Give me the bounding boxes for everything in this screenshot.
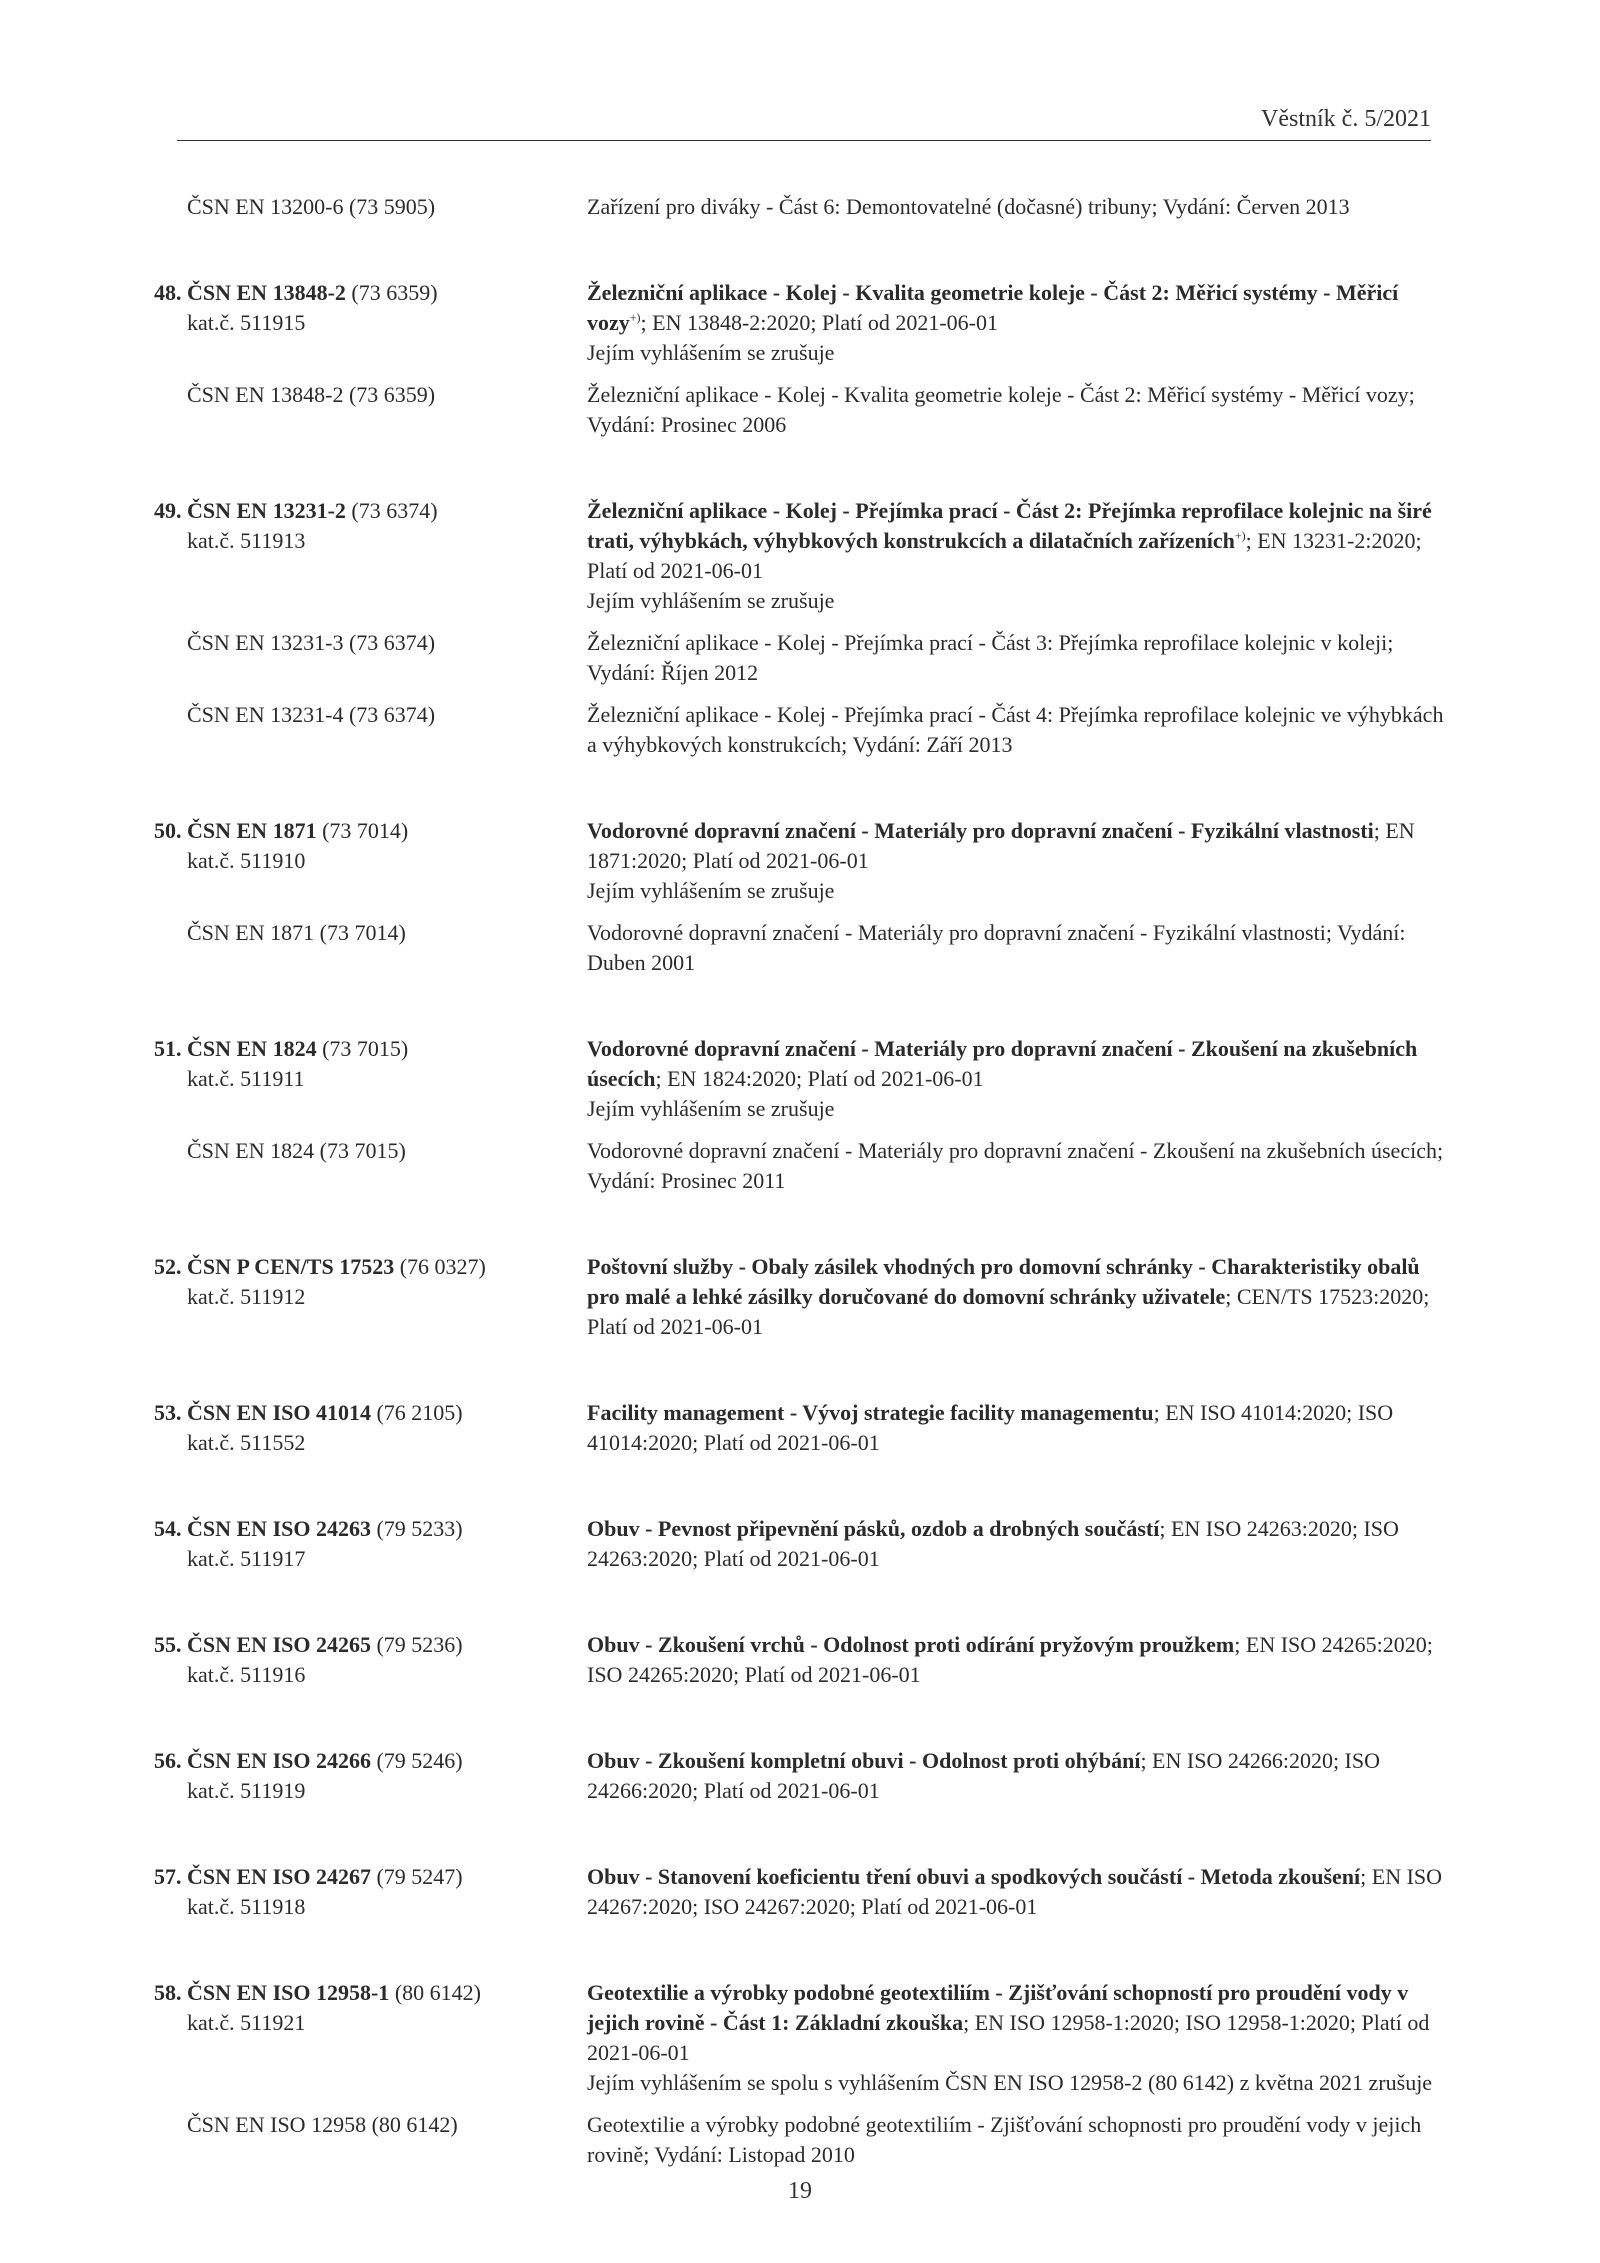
standard-code: ČSN EN ISO 41014 (187, 1400, 371, 1425)
standard-title: Poštovní služby - Obaly zásilek vhodných pro domovní schránky - Charakteristiky obalů pro malé a lehké zásilky doručované do domovní schránky uživatele (587, 1254, 1420, 1309)
standard-title-line (587, 1514, 1449, 1574)
withdrawal-note: Jejím vyhlášením se zrušuje (587, 878, 835, 903)
entry-number: 55. (154, 1632, 182, 1657)
entry-number: 54. (154, 1516, 182, 1541)
standard-code-line (154, 1630, 587, 1660)
standard-details (587, 816, 1449, 906)
catalog-number: kat.č. 511921 (187, 2010, 306, 2035)
standard-edition-info: ; CEN/TS 17523:2020; Platí od 2021-06-01 (587, 1284, 1430, 1339)
standard-code: ČSN P CEN/TS 17523 (187, 1254, 395, 1279)
standard-code-line (154, 1398, 587, 1428)
standard-identifier (0, 1862, 587, 1922)
catalog-number: kat.č. 511915 (187, 310, 306, 335)
standard-class-code: (80 6142) (389, 1980, 481, 2005)
standard-entry (0, 1034, 1600, 1196)
standard-details (587, 1034, 1449, 1124)
standard-code: ČSN EN ISO 24266 (187, 1748, 371, 1773)
withdrawn-standard (0, 380, 1600, 440)
standard-class-code: (79 5236) (370, 1632, 463, 1657)
withdrawn-description: Geotextilie a výrobky podobné geotextiliím - Zjišťování schopnosti pro proudění vody v jejich rovině; Vydání: Listopad 2010 (587, 2112, 1422, 2167)
standard-code: ČSN EN 13231-2 (187, 498, 346, 523)
standard-entry (0, 1398, 1600, 1458)
standard-title-line (587, 496, 1449, 586)
standard-identifier (0, 496, 587, 616)
entry-number: 53. (154, 1400, 182, 1425)
withdrawn-code: ČSN EN 1824 (73 7015) (187, 1138, 406, 1163)
standard-title: Vodorovné dopravní značení - Materiály pro dopravní značení - Zkoušení na zkušebních úsecích (587, 1036, 1418, 1091)
standard-details (587, 1630, 1449, 1690)
withdrawn-standard (0, 2110, 1600, 2170)
standard-title: Obuv - Pevnost připevnění pásků, ozdob a drobných součástí (587, 1516, 1160, 1541)
standard-code-line (154, 1746, 587, 1776)
standard-title-line (587, 1398, 1449, 1458)
entries-container (0, 278, 1600, 2170)
withdrawn-description: Železniční aplikace - Kolej - Přejímka prací - Část 4: Přejímka reprofilace kolejnic ve výhybkách a výhybkových konstrukcích; Vydání: Září 2013 (587, 702, 1444, 757)
catalog-number: kat.č. 511910 (187, 848, 306, 873)
standard-entry-main (0, 278, 1600, 368)
withdrawn-description: Vodorovné dopravní značení - Materiály pro dopravní značení - Zkoušení na zkušebních úsecích; Vydání: Prosinec 2011 (587, 1138, 1444, 1193)
standard-identifier (0, 1630, 587, 1690)
standard-code-line (154, 496, 587, 526)
standard-class-code: (76 2105) (370, 1400, 463, 1425)
standard-details (587, 1398, 1449, 1458)
standard-identifier (0, 1978, 587, 2098)
standard-title: Železniční aplikace - Kolej - Kvalita geometrie koleje - Část 2: Měřicí systémy - Měřicí vozy (587, 280, 1399, 335)
standard-edition-info: ; EN 1871:2020; Platí od 2021-06-01 (587, 818, 1415, 873)
standard-entry (0, 1514, 1600, 1574)
standard-code-line (154, 1034, 587, 1064)
standard-title: Geotextilie a výrobky podobné geotextiliím - Zjišťování schopností pro proudění vody v jejich rovině - Část 1: Základní zkouška (587, 1980, 1409, 2035)
standard-edition-info: ; EN ISO 24266:2020; ISO 24266:2020; Platí od 2021-06-01 (587, 1748, 1380, 1803)
standard-class-code: (76 0327) (394, 1254, 486, 1279)
standard-class-code: (73 6359) (345, 280, 438, 305)
withdrawal-note: Jejím vyhlášením se zrušuje (587, 1096, 835, 1121)
standard-title-line (587, 1252, 1449, 1342)
standard-title: Obuv - Zkoušení vrchů - Odolnost proti odírání pryžovým proužkem (587, 1632, 1235, 1657)
standard-edition-info: ; EN 13848-2:2020; Platí od 2021-06-01 (640, 310, 999, 335)
withdrawn-standard (0, 628, 1600, 688)
catalog-number: kat.č. 511917 (187, 1546, 306, 1571)
entry-number: 51. (154, 1036, 182, 1061)
page-number: 19 (788, 2178, 812, 2204)
standard-entry-main (0, 1862, 1600, 1922)
standard-code: ČSN EN 1824 (187, 1036, 317, 1061)
withdrawn-code: ČSN EN ISO 12958 (80 6142) (187, 2112, 458, 2137)
standard-entry-main (0, 1746, 1600, 1806)
standard-edition-info: ; EN ISO 41014:2020; ISO 41014:2020; Platí od 2021-06-01 (587, 1400, 1394, 1455)
standard-code: ČSN EN ISO 24263 (187, 1516, 371, 1541)
catalog-number: kat.č. 511918 (187, 1894, 306, 1919)
standard-class-code: (79 5247) (370, 1864, 463, 1889)
withdrawn-code: ČSN EN 13231-3 (73 6374) (187, 630, 436, 655)
standard-title-line (587, 1630, 1449, 1690)
standard-entry-main (0, 1398, 1600, 1458)
standard-entry-main (0, 496, 1600, 616)
standard-details (587, 1514, 1449, 1574)
standard-entry (0, 816, 1600, 978)
standard-entry (0, 1746, 1600, 1806)
withdrawn-code: ČSN EN 13848-2 (73 6359) (187, 382, 436, 407)
standard-code: ČSN EN ISO 12958-1 (187, 1980, 390, 2005)
standard-entry (0, 1978, 1600, 2170)
withdrawn-code: ČSN EN 13231-4 (73 6374) (187, 702, 436, 727)
standard-identifier (0, 1398, 587, 1458)
standard-entry (0, 1862, 1600, 1922)
standard-code-line (154, 278, 587, 308)
withdrawal-note: Jejím vyhlášením se zrušuje (587, 340, 835, 365)
entry-number: 48. (154, 280, 182, 305)
standard-edition-info: ; EN ISO 24267:2020; ISO 24267:2020; Platí od 2021-06-01 (587, 1864, 1443, 1919)
standard-code: ČSN EN ISO 24267 (187, 1864, 371, 1889)
withdrawn-description: Vodorovné dopravní značení - Materiály pro dopravní značení - Fyzikální vlastnosti; Vydání: Duben 2001 (587, 920, 1406, 975)
standard-edition-info: ; EN 13231-2:2020; Platí od 2021-06-01 (587, 528, 1422, 583)
page-header (177, 104, 1431, 141)
standard-code-line (154, 816, 587, 846)
catalog-number: kat.č. 511552 (187, 1430, 306, 1455)
standard-code: ČSN EN ISO 24265 (187, 1632, 371, 1657)
catalog-number: kat.č. 511916 (187, 1662, 306, 1687)
standard-class-code: (73 6374) (345, 498, 438, 523)
standard-edition-info: ; EN ISO 24263:2020; ISO 24263:2020; Platí od 2021-06-01 (587, 1516, 1399, 1571)
standard-entry-main (0, 1514, 1600, 1574)
standard-title: Železniční aplikace - Kolej - Přejímka prací - Část 2: Přejímka reprofilace kolejnic na širé trati, výhybkách, výhybkových konstrukcích a dilatačních zařízeních (587, 498, 1432, 553)
standard-entry (0, 278, 1600, 440)
standard-code-line (154, 1252, 587, 1282)
standard-code: ČSN EN 13200-6 (73 5905) (187, 194, 436, 219)
entry-number: 52. (154, 1254, 182, 1279)
standard-title-line (587, 816, 1449, 876)
entry-number: 49. (154, 498, 182, 523)
standard-entry-main (0, 1978, 1600, 2098)
standard-class-code: (73 7014) (316, 818, 409, 843)
standard-identifier (0, 816, 587, 906)
standard-entry (0, 1630, 1600, 1690)
standard-details (587, 1746, 1449, 1806)
standard-code: ČSN EN 1871 (187, 818, 317, 843)
entry-number: 58. (154, 1980, 182, 2005)
standard-details (587, 1252, 1449, 1342)
footnote-mark: +) (1234, 528, 1246, 543)
withdrawn-standard (0, 918, 1600, 978)
catalog-number: kat.č. 511919 (187, 1778, 306, 1803)
bulletin-title: Věstník č. 5/2021 (1261, 106, 1431, 132)
standard-edition-info: ; EN 1824:2020; Platí od 2021-06-01 (655, 1066, 984, 1091)
withdrawal-note: Jejím vyhlášením se spolu s vyhlášením ČSN EN ISO 12958-2 (80 6142) z května 2021 zrušuje (587, 2070, 1433, 2095)
withdrawn-standard (0, 1136, 1600, 1196)
standard-code: ČSN EN 13848-2 (187, 280, 346, 305)
standard-identifier (0, 1252, 587, 1342)
withdrawal-note: Jejím vyhlášením se zrušuje (587, 588, 835, 613)
standard-details (587, 1862, 1449, 1922)
standard-identifier (0, 1034, 587, 1124)
standard-title-line (587, 1978, 1449, 2068)
standard-description: Zařízení pro diváky - Část 6: Demontovatelné (dočasné) tribuny; Vydání: Červen 2013 (587, 194, 1350, 219)
standard-title-line (587, 1862, 1449, 1922)
withdrawn-description: Železniční aplikace - Kolej - Kvalita geometrie koleje - Část 2: Měřicí systémy - Měřicí vozy; Vydání: Prosinec 2006 (587, 382, 1415, 437)
standard-entry-main (0, 1252, 1600, 1342)
standard-details (587, 278, 1449, 368)
standard-edition-info: ; EN ISO 12958-1:2020; ISO 12958-1:2020; Platí od 2021-06-01 (587, 2010, 1430, 2065)
standard-code-line (154, 1978, 587, 2008)
standard-identifier (0, 1746, 587, 1806)
standard-title-line (587, 1746, 1449, 1806)
standard-identifier (0, 278, 587, 368)
standard-class-code: (79 5233) (370, 1516, 463, 1541)
standard-entry-main (0, 1034, 1600, 1124)
standard-edition-info: ; EN ISO 24265:2020; ISO 24265:2020; Platí od 2021-06-01 (587, 1632, 1433, 1687)
standard-identifier (0, 1514, 587, 1574)
entry-number: 50. (154, 818, 182, 843)
standard-entry-main (0, 816, 1600, 906)
standard-class-code: (79 5246) (370, 1748, 463, 1773)
footnote-mark: +) (629, 310, 641, 325)
standards-list (0, 192, 1600, 2226)
standard-entry-main (0, 1630, 1600, 1690)
withdrawn-standard (0, 700, 1600, 760)
standard-title: Vodorovné dopravní značení - Materiály pro dopravní značení - Fyzikální vlastnosti (587, 818, 1374, 843)
standard-title: Obuv - Stanovení koeficientu tření obuvi a spodkových součástí - Metoda zkoušení (587, 1864, 1361, 1889)
catalog-number: kat.č. 511913 (187, 528, 306, 553)
withdrawn-description: Železniční aplikace - Kolej - Přejímka prací - Část 3: Přejímka reprofilace kolejnic v koleji; Vydání: Říjen 2012 (587, 630, 1394, 685)
standard-details (587, 1978, 1449, 2098)
entry-number: 57. (154, 1864, 182, 1889)
entry-number: 56. (154, 1748, 182, 1773)
standard-code-line (154, 1514, 587, 1544)
standard-entry (0, 1252, 1600, 1342)
withdrawn-code: ČSN EN 1871 (73 7014) (187, 920, 406, 945)
standard-code-line (154, 1862, 587, 1892)
standard-entry (0, 496, 1600, 760)
catalog-number: kat.č. 511911 (187, 1066, 305, 1091)
withdrawn-standard-intro (0, 192, 1600, 222)
standard-details (587, 496, 1449, 616)
standard-title-line (587, 278, 1449, 338)
standard-title: Facility management - Vývoj strategie facility managementu (587, 1400, 1154, 1425)
catalog-number: kat.č. 511912 (187, 1284, 306, 1309)
standard-title: Obuv - Zkoušení kompletní obuvi - Odolnost proti ohýbání (587, 1748, 1141, 1773)
standard-class-code: (73 7015) (316, 1036, 409, 1061)
standard-title-line (587, 1034, 1449, 1094)
